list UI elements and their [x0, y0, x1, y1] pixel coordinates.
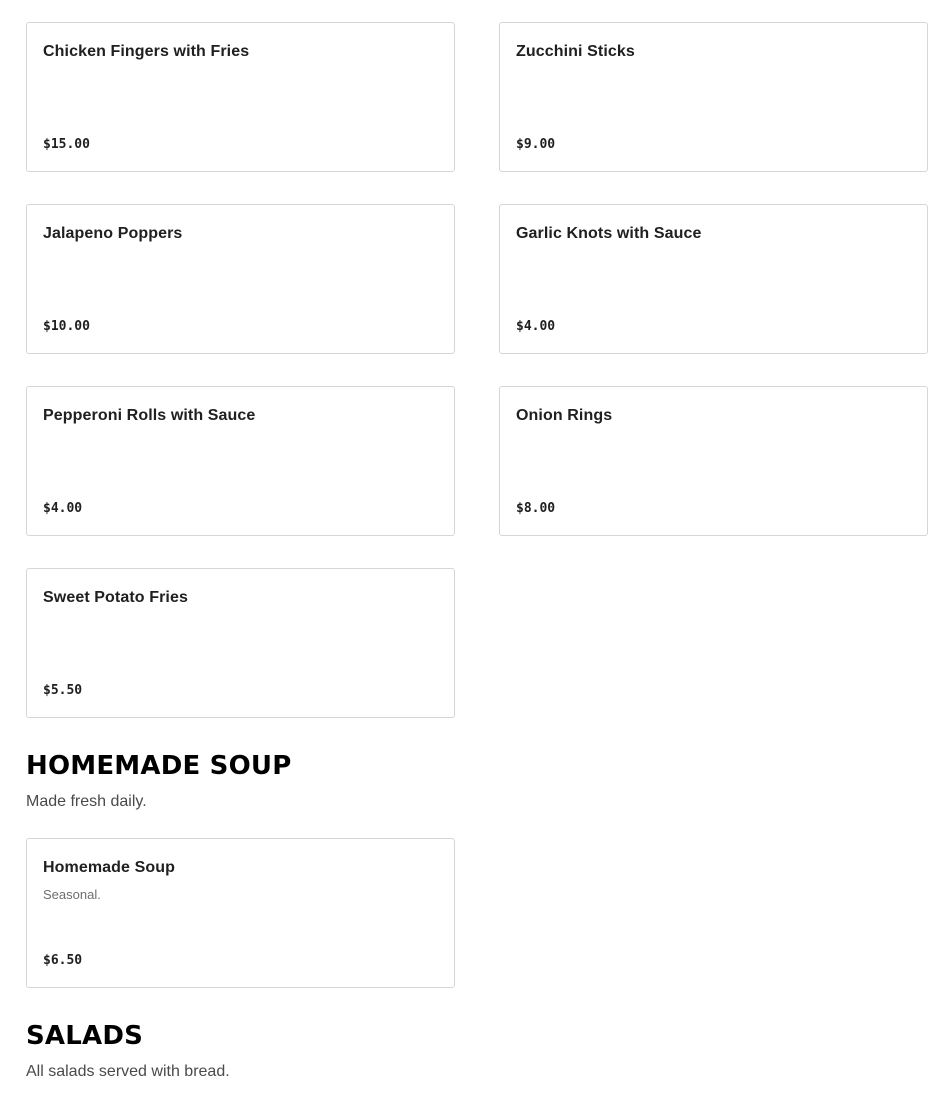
menu-item-price: $6.50 [43, 953, 83, 968]
menu-item-card[interactable] [499, 204, 928, 354]
menu-item-name: Pepperoni Rolls with Sauce [43, 407, 256, 424]
menu-item-card[interactable] [499, 22, 928, 172]
menu-item-price: $9.00 [516, 137, 556, 152]
section-subtitle-salads: All salads served with bread. [26, 1063, 230, 1080]
menu-item-price: $4.00 [43, 501, 83, 516]
menu-item-price: $10.00 [43, 319, 90, 334]
section-subtitle-soup: Made fresh daily. [26, 793, 147, 810]
menu-item-price: $15.00 [43, 137, 90, 152]
appetizers-grid [26, 22, 928, 718]
menu-item-name: Chicken Fingers with Fries [43, 43, 250, 60]
menu-item-card[interactable] [26, 838, 455, 988]
section-title-salads: SALADS [26, 1021, 144, 1051]
soup-grid [26, 838, 928, 988]
menu-item-name: Onion Rings [516, 407, 613, 424]
menu-item-name: Sweet Potato Fries [43, 589, 188, 606]
menu-item-name: Zucchini Sticks [516, 43, 635, 60]
menu-item-price: $8.00 [516, 501, 556, 516]
menu-item-card[interactable] [26, 22, 455, 172]
menu-item-card[interactable] [26, 386, 455, 536]
menu-item-price: $5.50 [43, 683, 83, 698]
menu-item-name: Garlic Knots with Sauce [516, 225, 702, 242]
menu-item-description: Seasonal. [43, 887, 101, 902]
menu-item-card[interactable] [26, 568, 455, 718]
menu-item-card[interactable] [499, 386, 928, 536]
menu-item-name: Homemade Soup [43, 859, 175, 876]
menu-item-name: Jalapeno Poppers [43, 225, 183, 242]
section-title-soup: HOMEMADE SOUP [26, 751, 292, 781]
menu-item-price: $4.00 [516, 319, 556, 334]
menu-item-card[interactable] [26, 204, 455, 354]
